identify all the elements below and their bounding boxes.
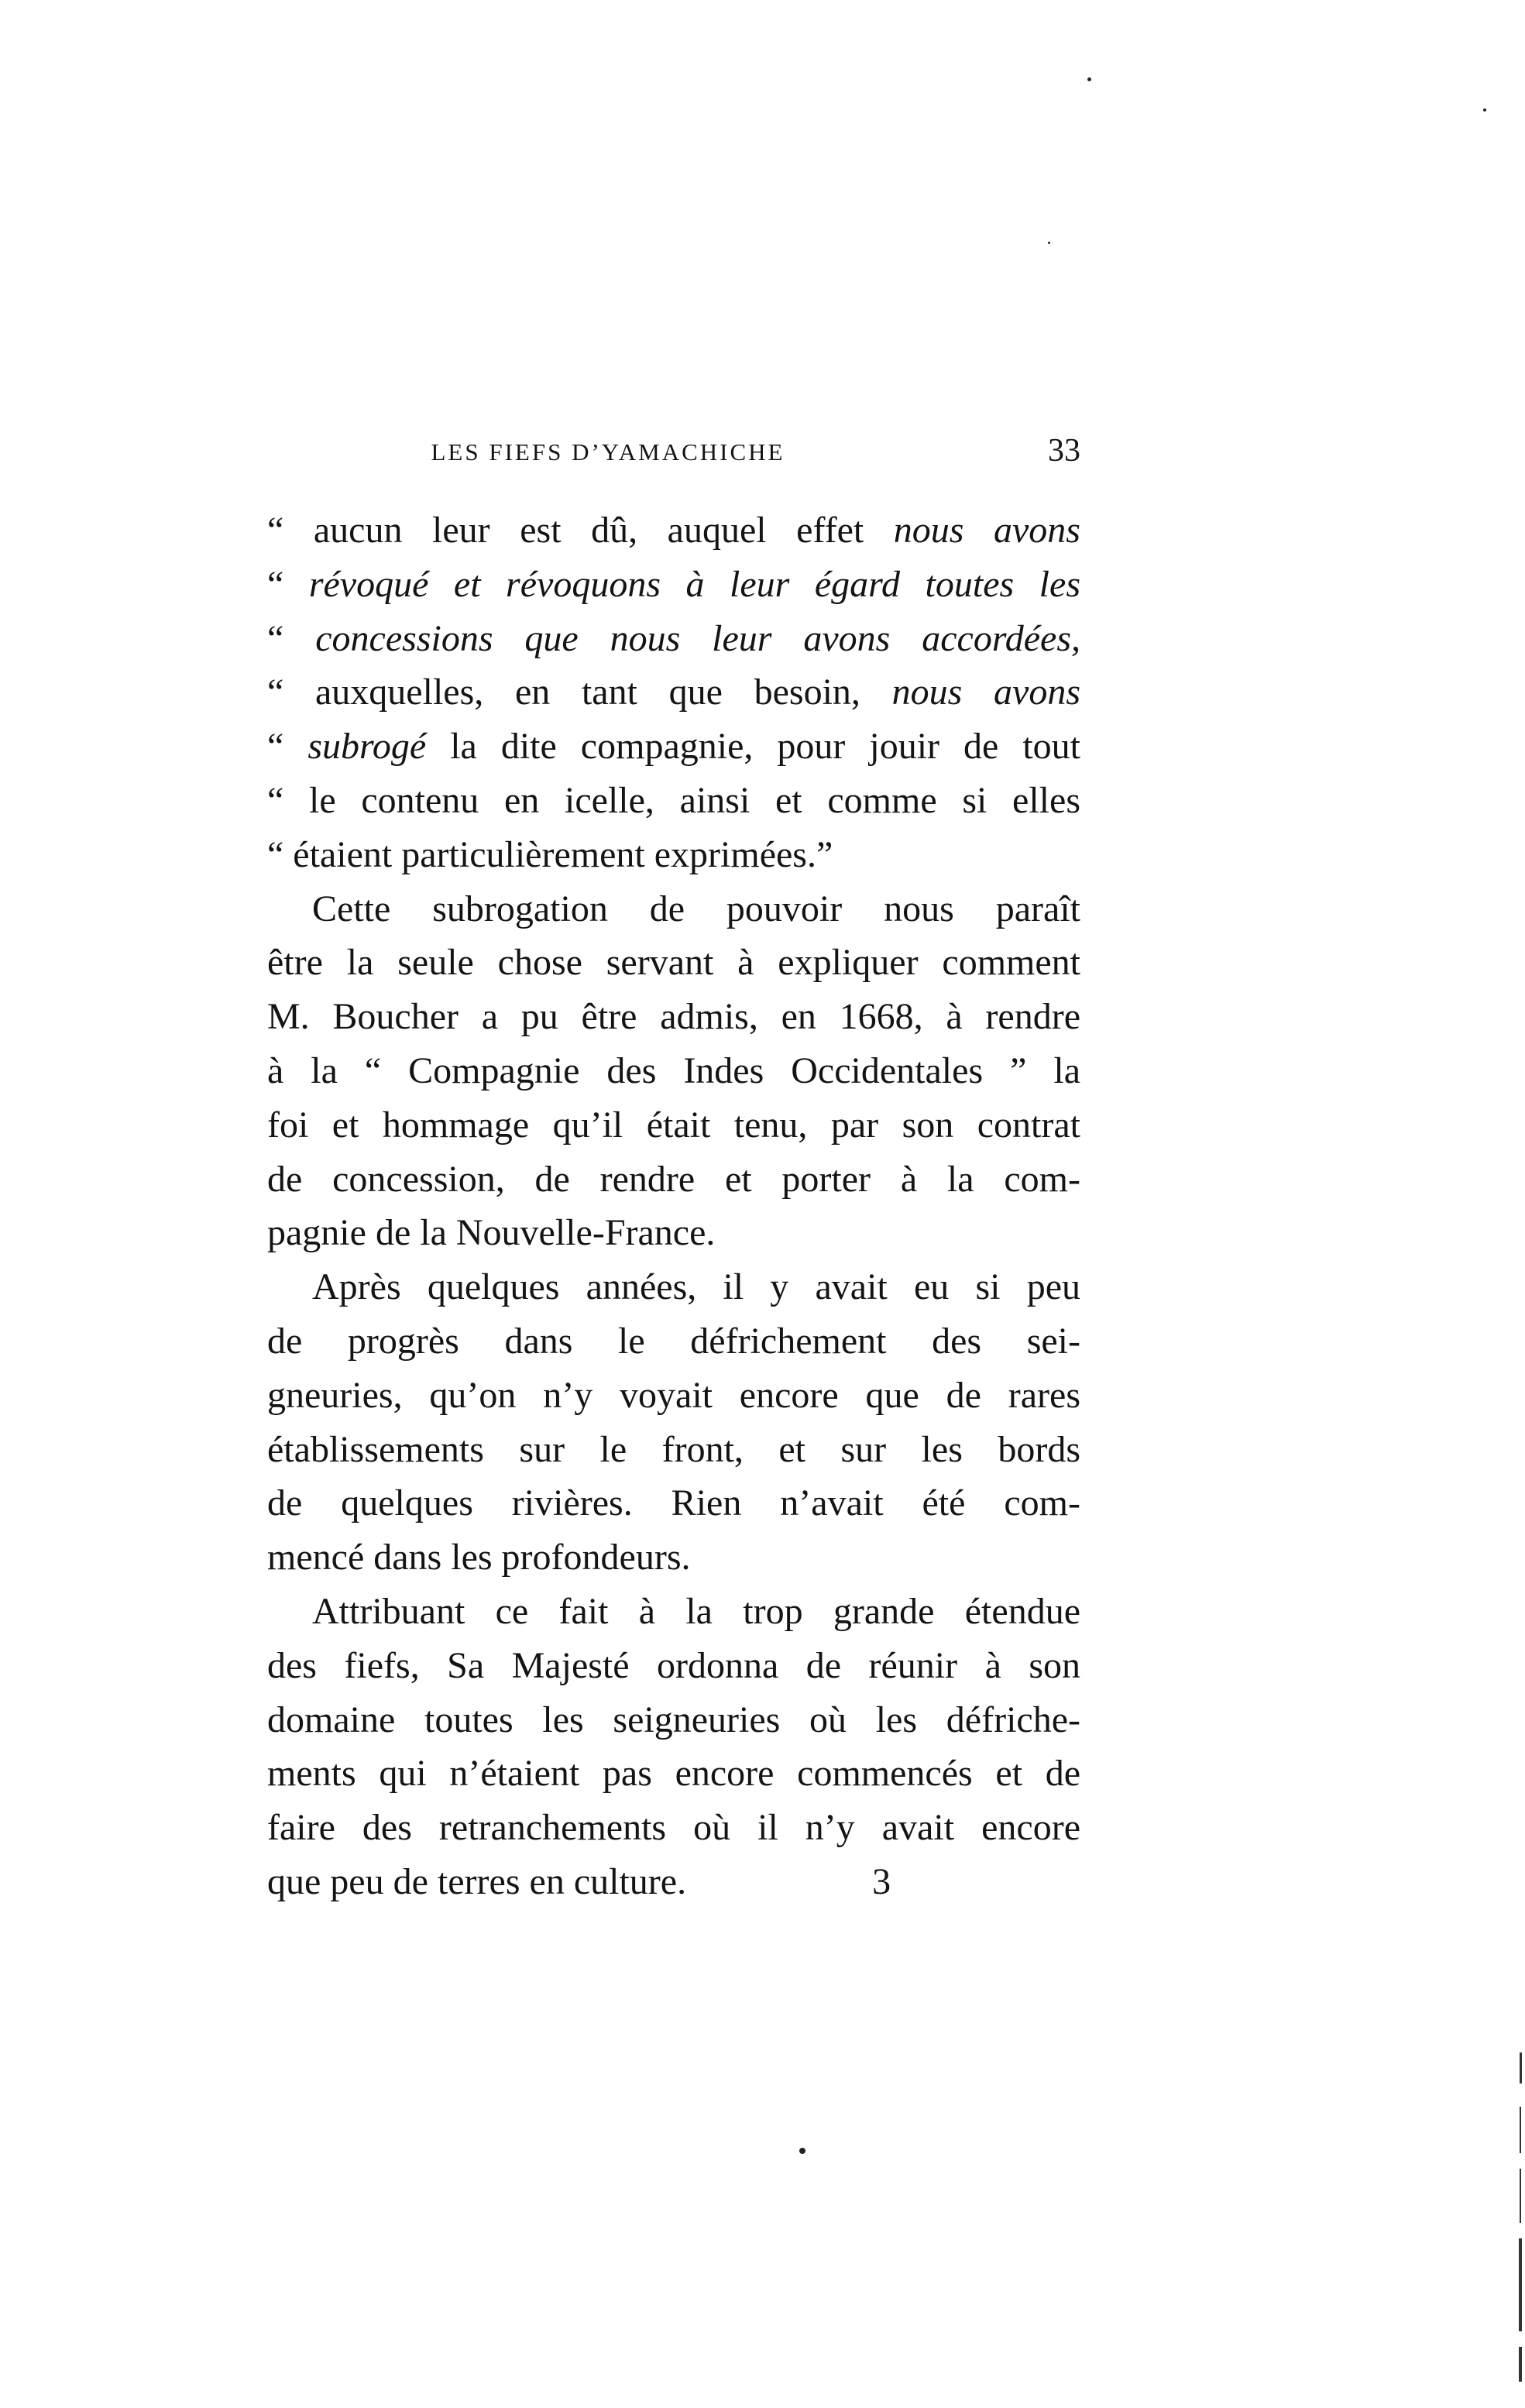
text-line: [267, 1801, 1080, 1855]
running-title: LES FIEFS D’YAMACHICHE: [431, 438, 785, 465]
page-number: 33: [1048, 433, 1080, 469]
scan-speck: [1087, 77, 1091, 81]
text-line: [267, 720, 1080, 774]
text-segment: “ aucun leur est dû, auquel effet: [267, 510, 894, 551]
scan-edge-mark: [1519, 2238, 1522, 2331]
text-line: [267, 1530, 1080, 1585]
text-segment: pagnie de la Nouvelle-France.: [267, 1212, 716, 1254]
text-line: [267, 1423, 1080, 1477]
text-line: [267, 665, 1080, 720]
text-line: [267, 1639, 1080, 1693]
text-segment: “ auxquelles, en tant que besoin,: [267, 672, 892, 713]
text-line: [267, 1585, 1080, 1639]
page-header: [267, 432, 1080, 479]
scan-edge-mark: [1519, 2347, 1522, 2382]
text-segment: M. Boucher a pu être admis, en 1668, à rendre: [267, 996, 1080, 1038]
text-line: [267, 1152, 1080, 1207]
text-line: [267, 882, 1080, 936]
text-line: [267, 936, 1080, 990]
italic-text: subrogé: [307, 726, 427, 768]
text-segment: gneuries, qu’on n’y voyait encore que de rares: [267, 1374, 1080, 1416]
text-segment: de quelques rivières. Rien n’avait été com-: [267, 1482, 1080, 1524]
text-line: [267, 1260, 1080, 1314]
text-segment: “: [267, 726, 308, 768]
scan-edge-mark: [1520, 2169, 1521, 2223]
italic-text: concessions que nous leur avons accordées,: [315, 617, 1081, 659]
text-segment: Après quelques années, il y avait eu si peu: [312, 1266, 1080, 1308]
scan-edge-mark: [1520, 2052, 1522, 2083]
text-segment: à la “ Compagnie des Indes Occidentales ” la: [267, 1049, 1080, 1091]
italic-text: nous avons: [891, 672, 1080, 713]
text-segment: que peu de terres en culture.: [267, 1860, 687, 1902]
text-line: [267, 558, 1080, 612]
text-line: [267, 1044, 1080, 1098]
text-segment: foi et hommage qu’il était tenu, par son contrat: [267, 1104, 1080, 1146]
text-segment: la dite compagnie, pour jouir de tout: [426, 726, 1080, 768]
text-segment: établissements sur le front, et sur les bords: [267, 1428, 1080, 1470]
italic-text: nous avons: [893, 510, 1080, 551]
text-segment: “: [267, 617, 316, 659]
signature-mark: 3: [872, 1860, 891, 1902]
scan-speck: [799, 2148, 805, 2154]
scan-edge-mark: [1520, 2107, 1521, 2153]
body-text: [267, 503, 1080, 1909]
text-line: [267, 990, 1080, 1044]
text-line: [267, 612, 1080, 666]
text-line: [267, 1314, 1080, 1369]
text-line: [267, 774, 1080, 828]
text-line: [267, 1476, 1080, 1530]
text-line: [267, 1855, 1080, 1909]
text-segment: ments qui n’étaient pas encore commencés et de: [267, 1753, 1080, 1795]
text-segment: Cette subrogation de pouvoir nous paraît: [312, 888, 1080, 929]
text-line: [267, 1693, 1080, 1747]
text-segment: mencé dans les profondeurs.: [267, 1537, 691, 1578]
text-segment: faire des retranchements où il n’y avait encore: [267, 1807, 1080, 1849]
text-line: [267, 1747, 1080, 1801]
text-segment: “: [267, 563, 309, 605]
text-segment: “ étaient particulièrement exprimées.”: [267, 833, 833, 875]
scan-speck: [1048, 242, 1050, 244]
text-segment: domaine toutes les seigneuries où les défriche-: [267, 1699, 1080, 1740]
italic-text: révoqué et révoquons à leur égard toutes les: [308, 563, 1081, 605]
text-line: [267, 1098, 1080, 1152]
text-segment: être la seule chose servant à expliquer comment: [267, 942, 1080, 984]
scan-speck: [1483, 108, 1486, 112]
text-segment: de concession, de rendre et porter à la com-: [267, 1158, 1080, 1200]
text-segment: de progrès dans le défrichement des sei-: [267, 1320, 1080, 1362]
text-segment: des fiefs, Sa Majesté ordonna de réunir à son: [267, 1644, 1080, 1686]
text-segment: Attribuant ce fait à la trop grande étendue: [312, 1590, 1080, 1632]
text-segment: “ le contenu en icelle, ainsi et comme si elles: [267, 779, 1080, 821]
text-line: [267, 1206, 1080, 1260]
text-line: [267, 1369, 1080, 1423]
text-line: [267, 503, 1080, 558]
text-line: [267, 828, 1080, 882]
